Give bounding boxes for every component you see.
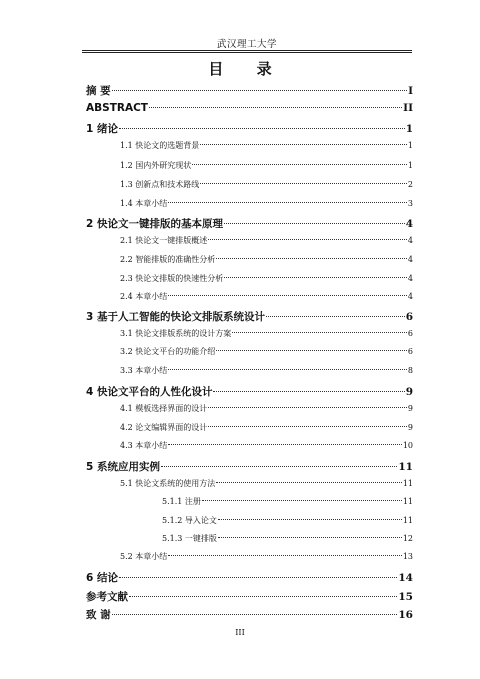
toc-entry-label: 5.1.3 一键排版	[162, 534, 217, 543]
toc-entry-page: 2	[407, 180, 413, 189]
toc-entry[interactable]	[120, 273, 413, 284]
toc-entry-label: 5.1.2 导入论文	[162, 516, 217, 525]
toc-entry[interactable]	[120, 346, 413, 357]
toc-entry[interactable]	[162, 496, 413, 507]
toc-entry[interactable]	[86, 384, 413, 399]
toc-leader-dots	[218, 519, 402, 520]
toc-leader-dots	[112, 614, 398, 615]
toc-entry-label: 1.4 本章小结	[120, 199, 168, 208]
header-rule-bottom	[82, 52, 412, 53]
toc-entry[interactable]	[120, 440, 413, 451]
toc-entry[interactable]	[120, 551, 413, 562]
toc-entry-page: 14	[398, 572, 413, 584]
toc-entry[interactable]	[120, 235, 413, 246]
toc-entry-page: 1	[407, 161, 413, 170]
toc-leader-dots	[161, 466, 397, 467]
toc-entry-label: 2.3 快论文排版的快速性分析	[120, 274, 224, 283]
toc-entry-page: 6	[407, 347, 413, 356]
toc-leader-dots	[119, 128, 405, 129]
toc-leader-dots	[208, 426, 407, 427]
toc-leader-dots	[208, 239, 407, 240]
toc-entry-page: 11	[402, 516, 413, 525]
toc-entry-page: 9	[407, 404, 413, 413]
toc-entry-label: 参考文献	[86, 591, 128, 603]
toc-entry-label: 4.2 论文编辑界面的设计	[120, 423, 208, 432]
toc-entry-label: 2.1 快论文一键排版概述	[120, 236, 208, 245]
toc-entry-page: I	[408, 85, 413, 97]
toc-entry-label: 5.1.1 注册	[162, 497, 201, 506]
toc-entry-page: 15	[398, 591, 413, 603]
toc-leader-dots	[129, 596, 397, 597]
toc-entry-page: 10	[402, 441, 413, 450]
toc-leader-dots	[202, 500, 402, 501]
toc-entry[interactable]	[86, 570, 413, 585]
toc-leader-dots	[200, 183, 407, 184]
toc-entry-page: 11	[402, 497, 413, 506]
toc-entry[interactable]	[120, 403, 413, 414]
toc-leader-dots	[218, 537, 402, 538]
toc-entry[interactable]	[86, 589, 413, 604]
toc-leader-dots	[112, 90, 407, 91]
toc-entry[interactable]	[86, 309, 413, 324]
toc-entry[interactable]	[120, 198, 413, 209]
toc-entry-label: 1 绪论	[86, 123, 118, 135]
toc-leader-dots	[266, 316, 405, 317]
toc-leader-dots	[168, 444, 402, 445]
toc-entry-label: 3.1 快论文排版系统的设计方案	[120, 329, 232, 338]
toc-entry[interactable]	[120, 478, 413, 489]
toc-leader-dots	[224, 223, 405, 224]
toc-entry-label: 3 基于人工智能的快论文排版系统设计	[86, 311, 265, 323]
toc-entry-label: 5.2 本章小结	[120, 552, 168, 561]
toc-entry-page: 12	[402, 534, 413, 543]
toc-entry-page: 1	[405, 123, 413, 135]
page-number: III	[235, 628, 245, 637]
toc-leader-dots	[232, 332, 407, 333]
toc-entry[interactable]	[86, 102, 413, 114]
toc-entry-label: 1.1 快论文的选题背景	[120, 141, 200, 150]
toc-entry[interactable]	[120, 365, 413, 376]
toc-entry-label: 5 系统应用实例	[86, 461, 160, 473]
toc-entry-page: 16	[398, 609, 413, 621]
toc-entry-page: 13	[402, 552, 413, 561]
header-rule-top	[82, 50, 412, 51]
toc-entry-label: 2 快论文一键排版的基本原理	[86, 218, 223, 230]
toc-entry-page: 4	[407, 274, 413, 283]
toc-entry-label: 3.3 本章小结	[120, 366, 168, 375]
toc-leader-dots	[149, 107, 402, 108]
toc-entry-label: 5.1 快论文系统的使用方法	[120, 479, 216, 488]
toc-entry-page: 3	[407, 199, 413, 208]
toc-entry[interactable]	[86, 83, 413, 98]
toc-entry-page: 4	[405, 218, 413, 230]
toc-leader-dots	[119, 577, 397, 578]
toc-entry-label: 2.2 智能排版的准确性分析	[120, 255, 216, 264]
toc-entry[interactable]	[120, 160, 413, 171]
toc-leader-dots	[168, 295, 407, 296]
toc-entry-label: 摘 要	[86, 85, 111, 97]
toc-entry-page: 4	[407, 292, 413, 301]
toc-entry[interactable]	[162, 533, 413, 544]
toc-entry[interactable]	[120, 291, 413, 302]
toc-entry-page: 11	[398, 461, 413, 473]
toc-entry-page: 9	[405, 386, 413, 398]
toc-leader-dots	[216, 482, 402, 483]
toc-entry-label: 3.2 快论文平台的功能介绍	[120, 347, 216, 356]
toc-entry[interactable]	[86, 121, 413, 136]
toc-entry-label: 1.2 国内外研究现状	[120, 161, 192, 170]
toc-entry-page: 8	[407, 366, 413, 375]
toc-entry-label: 4.1 模板选择界面的设计	[120, 404, 208, 413]
toc-entry[interactable]	[120, 254, 413, 265]
toc-leader-dots	[200, 144, 407, 145]
toc-leader-dots	[208, 407, 407, 408]
toc-entry-label: 2.4 本章小结	[120, 292, 168, 301]
toc-leader-dots	[192, 164, 407, 165]
toc-entry[interactable]	[162, 515, 413, 526]
toc-entry-page: 4	[407, 236, 413, 245]
toc-entry-page: 11	[402, 479, 413, 488]
toc-entry-label: 1.3 创新点和技术路线	[120, 180, 200, 189]
toc-entry-label: ABSTRACT	[86, 102, 148, 114]
toc-entry[interactable]	[86, 459, 413, 474]
toc-leader-dots	[168, 555, 402, 556]
toc-entry-page: 6	[407, 329, 413, 338]
page-title: 目 录	[208, 60, 286, 78]
toc-entry[interactable]	[120, 328, 413, 339]
toc-leader-dots	[216, 258, 407, 259]
toc-leader-dots	[168, 202, 407, 203]
toc-leader-dots	[168, 369, 407, 370]
toc-entry-page: 9	[407, 423, 413, 432]
toc-entry[interactable]	[86, 607, 413, 622]
toc-entry-label: 4 快论文平台的人性化设计	[86, 386, 213, 398]
toc-entry[interactable]	[86, 216, 413, 231]
toc-entry[interactable]	[120, 422, 413, 433]
toc-leader-dots	[224, 277, 407, 278]
toc-entry[interactable]	[120, 140, 413, 151]
toc-entry-page: 1	[407, 141, 413, 150]
toc-entry-label: 6 结论	[86, 572, 118, 584]
toc-entry-label: 致 谢	[86, 609, 111, 621]
running-header: 武汉理工大学	[216, 39, 277, 50]
toc-leader-dots	[213, 391, 404, 392]
toc-entry[interactable]	[120, 179, 413, 190]
toc-entry-page: II	[403, 102, 413, 114]
toc-entry-label: 4.3 本章小结	[120, 441, 168, 450]
toc-leader-dots	[216, 350, 407, 351]
toc-entry-page: 6	[405, 311, 413, 323]
toc-entry-page: 4	[407, 255, 413, 264]
